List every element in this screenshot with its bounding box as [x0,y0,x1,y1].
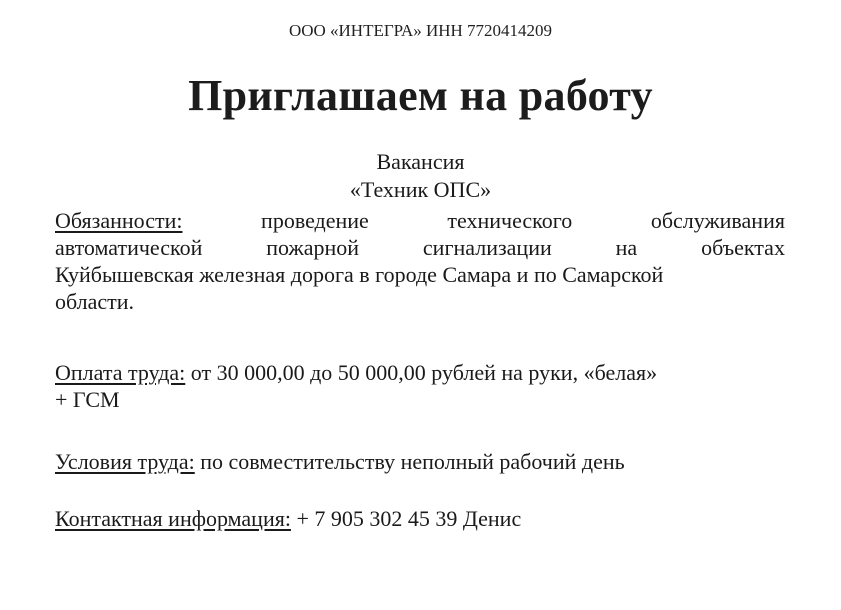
duties-word: пожарной [266,235,360,260]
duties-line-3: Куйбышевская железная дорога в городе Самара и по Самарской [55,262,664,287]
contact-text: + 7 905 302 45 39 Денис [296,506,522,531]
duties-word: обслуживания [650,208,785,233]
duties-word: проведение [261,208,369,233]
duties-line-4: области. [55,289,135,314]
duties-word: на [615,235,638,260]
duties-word: технического [447,208,573,233]
duties-word: автоматической [55,235,203,260]
duties-word: сигнализации [422,235,552,260]
duties-line-2 [55,234,785,261]
duties-line-1 [55,207,785,234]
conditions-section [55,448,785,475]
duties-word: объектах [701,235,785,260]
conditions-label: Условия труда: [55,449,195,474]
contact-section [55,505,785,532]
page-title: Приглашаем на работу [188,71,653,120]
company-header: ООО «ИНТЕГРА» ИНН 7720414209 [288,21,553,40]
duties-section [55,207,785,315]
vacancy-name: «Техник ОПС» [349,177,492,202]
salary-section [55,359,785,413]
vacancy-label: Вакансия [376,149,465,174]
duties-label: Обязанности: [55,208,183,233]
salary-line-2: + ГСМ [55,387,120,412]
conditions-text: по совместительству неполный рабочий день [200,449,625,474]
salary-line-1 [55,359,785,386]
vacancy-block [0,148,841,204]
salary-label: Оплата труда: [55,360,186,385]
contact-label: Контактная информация: [55,506,291,531]
salary-text: от 30 000,00 до 50 000,00 рублей на руки, «белая» [190,360,658,385]
